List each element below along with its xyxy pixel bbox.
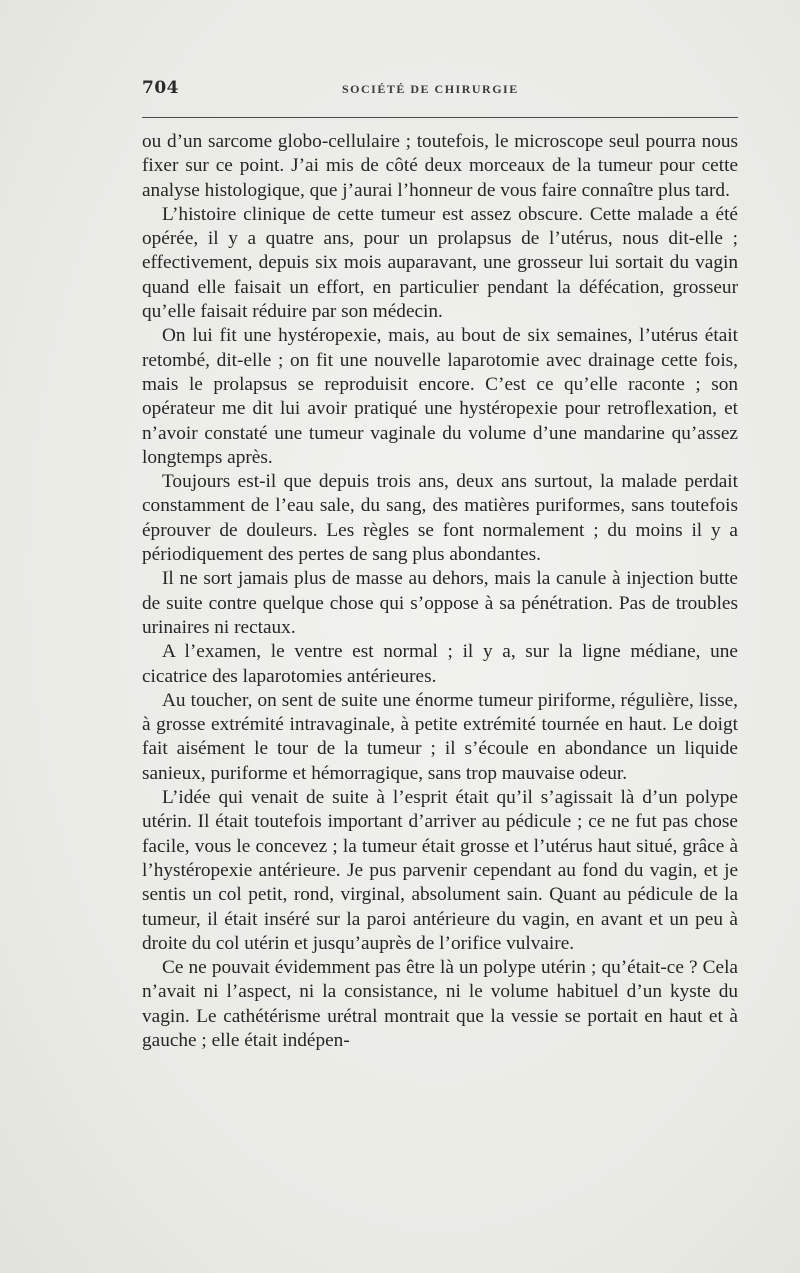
paragraph-5: Il ne sort jamais plus de masse au dehors, mais la canule à injection butte de suite contre quelque chose qui s’oppose à sa pénétration. Pas de troubles urinaires ni rectaux. — [142, 568, 738, 638]
paragraph-3: On lui fit une hystéropexie, mais, au bout de six semaines, l’utérus était retombé, dit-elle ; on fit une nouvelle laparotomie avec drainage cette fois, mais le prolapsus se reproduisit encore. C’est ce qu’elle raconte ; son opérateur me dit lui avoir pratiqué une hystéropexie pour retroflexation, et n’avoir constaté une tumeur vaginale du volume d’une mandarine qu’assez longtemps après. — [142, 325, 738, 468]
running-head: SOCIÉTÉ DE CHIRURGIE — [342, 82, 519, 96]
paragraph-6: A l’examen, le ventre est normal ; il y a, sur la ligne médiane, une cicatrice des laparotomies antérieures. — [142, 641, 738, 687]
page-number: 704 — [142, 78, 179, 98]
body-text — [142, 130, 738, 1053]
paragraph-2: L’histoire clinique de cette tumeur est assez obscure. Cette malade a été opérée, il y a quatre ans, pour un prolapsus de l’utérus, nous dit-elle ; effectivement, depuis six mois auparavant, une grosseur lui sortait du vagin quand elle faisait un effort, en particulier pendant la défécation, grosseur qu’elle faisait réduire par son médecin. — [142, 203, 738, 323]
paragraph-4: Toujours est-il que depuis trois ans, deux ans surtout, la malade perdait constamment de l’eau sale, du sang, des matières puriformes, sans toutefois éprouver de douleurs. Les règles se font normalement ; du moins il y a périodiquement des pertes de sang plus abondantes. — [142, 471, 738, 566]
page-header — [142, 78, 738, 102]
paragraph-7: Au toucher, on sent de suite une énorme tumeur piriforme, régulière, lisse, à grosse extrémité intravaginale, à petite extrémité tournée en haut. Le doigt fait aisément le tour de la tumeur ; il s’écoule en abondance un liquide sanieux, puriforme et hémorragique, sans trop mauvaise odeur. — [142, 689, 738, 784]
header-rule — [142, 117, 738, 118]
paragraph-9: Ce ne pouvait évidemment pas être là un polype utérin ; qu’était-ce ? Cela n’avait ni l’aspect, ni la consistance, ni le volume habituel d’un kyste du vagin. Le cathétérisme urétral montrait que la vessie se portait en haut et à gauche ; elle était indépen- — [142, 957, 738, 1051]
paragraph-1: ou d’un sarcome globo-cellulaire ; toutefois, le microscope seul pourra nous fixer sur ce point. J’ai mis de côté deux morceaux de la tumeur pour cette analyse histologique, que j’aurai l’honneur de vous faire connaître plus tard. — [142, 131, 738, 201]
paragraph-8: L’idée qui venait de suite à l’esprit était qu’il s’agissait là d’un polype utérin. Il était toutefois important d’arriver au pédicule ; ce ne fut pas chose facile, vous le concevez ; la tumeur était grosse et l’utérus haut situé, grâce à l’hystéropexie antérieure. Je pus parvenir cependant au fond du vagin, et je sentis un col petit, rond, virginal, absolument sain. Quant au pédicule de la tumeur, il était inséré sur la paroi antérieure du vagin, en avant et un peu à droite du col utérin et jusqu’auprès de l’orifice vulvaire. — [142, 787, 738, 954]
